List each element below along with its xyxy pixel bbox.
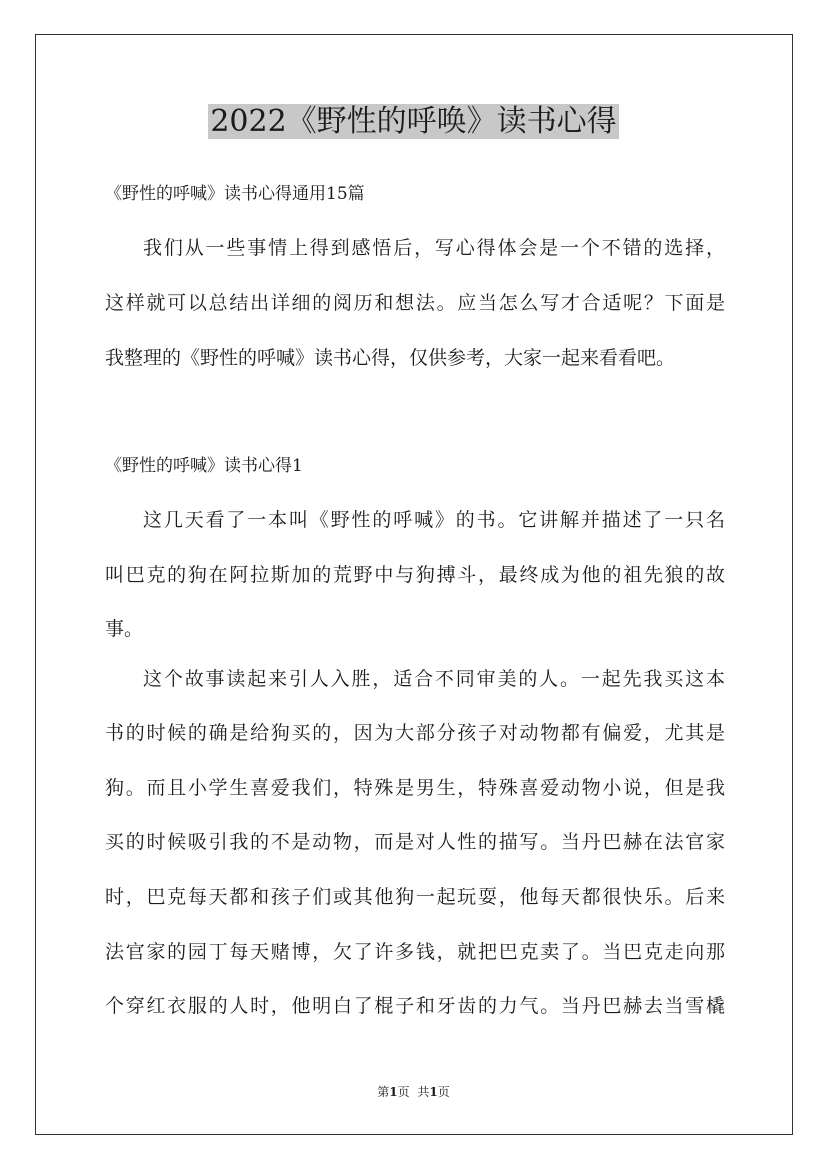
paragraph-line: 狗。而且小学生喜爱我们，特殊是男生，特殊喜爱动物小说，但是我 xyxy=(105,777,725,799)
paragraph-line: 买的时候吸引我的不是动物，而是对人性的描写。当丹巴赫在法官家 xyxy=(105,831,725,853)
page-footer xyxy=(0,1084,827,1100)
document-subtitle: 《野性的呼喊》读书心得通用15篇 xyxy=(105,184,365,204)
intro-line: 这样就可以总结出详细的阅历和想法。应当怎么写才合适呢？下面是 xyxy=(105,292,725,314)
intro-line: 我们从一些事情上得到感悟后，写心得体会是一个不错的选择， xyxy=(143,237,725,259)
paragraph-line: 事。 xyxy=(105,618,144,640)
paragraph-line: 这几天看了一本叫《野性的呼喊》的书。它讲解并描述了一只名 xyxy=(143,509,725,531)
footer-total-suffix: 页 xyxy=(437,1085,450,1099)
paragraph-line: 叫巴克的狗在阿拉斯加的荒野中与狗搏斗，最终成为他的祖先狼的故 xyxy=(105,564,725,586)
paragraph-line: 法官家的园丁每天赌博，欠了许多钱，就把巴克卖了。当巴克走向那 xyxy=(105,941,725,963)
intro-line: 我整理的《野性的呼喊》读书心得，仅供参考，大家一起来看看吧。 xyxy=(105,347,676,369)
paragraph-line: 书的时候的确是给狗买的，因为大部分孩子对动物都有偏爱，尤其是 xyxy=(105,722,725,744)
paragraph-line: 这个故事读起来引人入胜，适合不同审美的人。一起先我买这本 xyxy=(143,668,725,690)
paragraph-line: 时，巴克每天都和孩子们或其他狗一起玩耍，他每天都很快乐。后来 xyxy=(105,886,725,908)
footer-page-prefix: 第 xyxy=(377,1085,390,1099)
footer-page-suffix: 页 xyxy=(397,1085,410,1099)
document-title-text: 2022《野性的呼唤》读书心得 xyxy=(210,104,617,139)
footer-total-number: 1 xyxy=(429,1085,438,1099)
section-heading: 《野性的呼喊》读书心得1 xyxy=(105,456,303,476)
footer-page-number: 1 xyxy=(389,1085,398,1099)
footer-total-prefix: 共 xyxy=(417,1085,430,1099)
document-title xyxy=(0,100,827,144)
paragraph-line: 个穿红衣服的人时，他明白了棍子和牙齿的力气。当丹巴赫去当雪橇 xyxy=(105,995,725,1017)
